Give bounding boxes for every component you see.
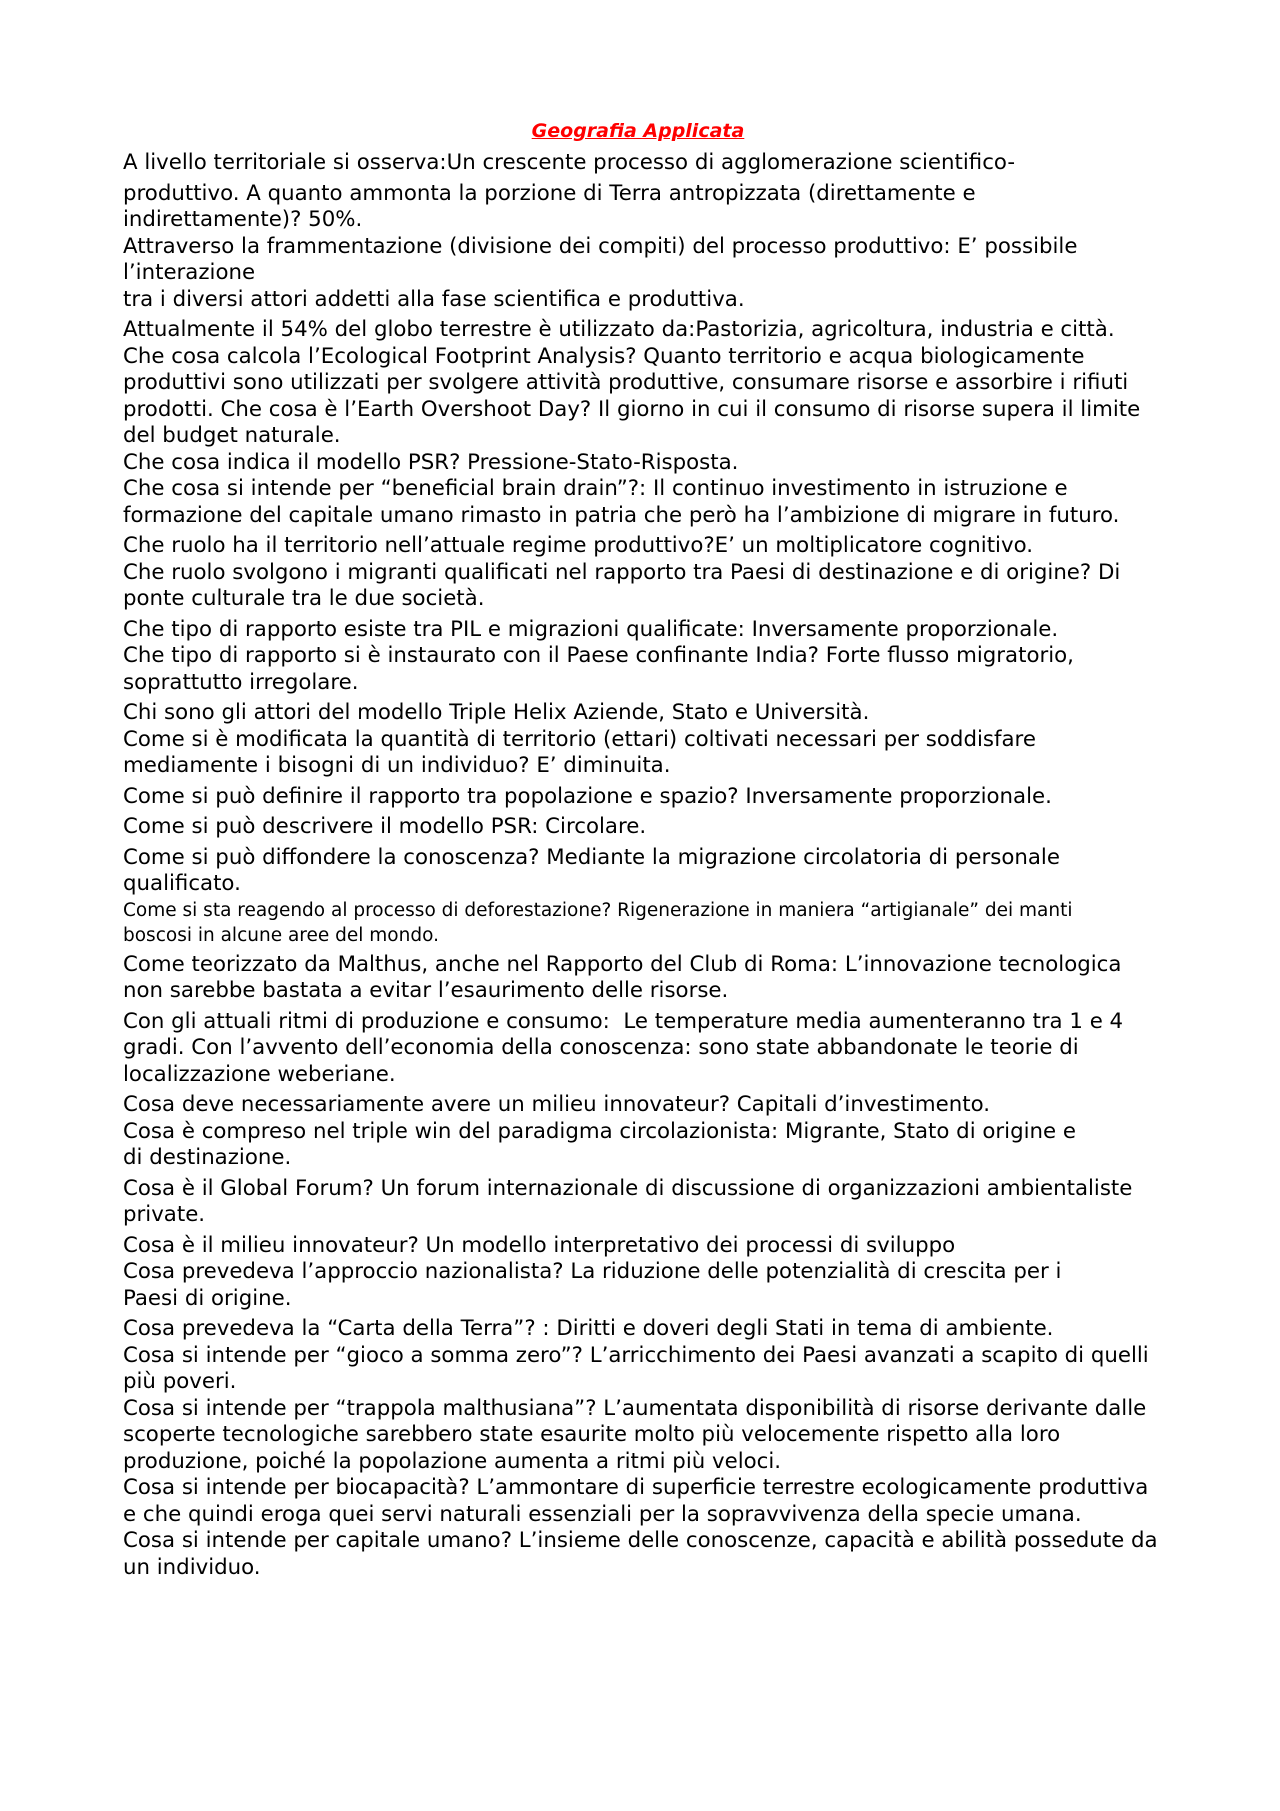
- document-page: [123, 118, 1273, 1581]
- text-line: Con gli attuali ritmi di produzione e consumo: Le temperature media aumenteranno tra 1 e 4: [123, 1008, 1124, 1034]
- text-line: Che ruolo svolgono i migranti qualificati nel rapporto tra Paesi di destinazione e di origine? Di: [123, 559, 1121, 585]
- text-line: produttivi sono utilizzati per svolgere attività produttive, consumare risorse e assorbire i rifiuti: [123, 370, 1129, 395]
- text-line: Che tipo di rapporto esiste tra PIL e migrazioni qualificate: Inversamente proporzionale.: [123, 616, 1059, 642]
- text-line: Attraverso la frammentazione (divisione dei compiti) del processo produttivo: E’ possibile: [123, 233, 1078, 259]
- text-line: Che tipo di rapporto si è instaurato con il Paese confinante India? Forte flusso migratorio,: [123, 643, 1074, 668]
- text-line: di destinazione.: [123, 1145, 292, 1170]
- text-line: Cosa si intende per capitale umano? L’insieme delle conoscenze, capacità e abilità possedute da: [123, 1528, 1158, 1553]
- text-line: Cosa prevedeva la “Carta della Terra”? : Diritti e doveri degli Stati in tema di ambiente.: [123, 1316, 1054, 1341]
- text-line: non sarebbe bastata a evitar l’esaurimento delle risorse.: [123, 978, 729, 1003]
- text-line: l’interazione: [123, 260, 256, 285]
- text-line: scoperte tecnologiche sarebbero state esaurite molto più velocemente rispetto alla loro: [123, 1422, 1061, 1447]
- text-line: produzione, poiché la popolazione aumenta a ritmi più veloci.: [123, 1448, 782, 1474]
- text-line: mediamente i bisogni di un individuo? E’ diminuita.: [123, 753, 671, 778]
- text-line: un individuo.: [123, 1554, 261, 1580]
- text-line: gradi. Con l’avvento dell’economia della conoscenza: sono state abbandonate le teorie di: [123, 1035, 1079, 1060]
- text-line: Come si può descrivere il modello PSR: Circolare.: [123, 814, 647, 839]
- text-line: indirettamente)? 50%.: [123, 207, 363, 232]
- text-line: Che ruolo ha il territorio nell’attuale regime produttivo?E’ un moltiplicatore cognitivo.: [123, 533, 1034, 558]
- text-line: Come si può diffondere la conoscenza? Mediante la migrazione circolatoria di personale: [123, 844, 1060, 870]
- text-line: formazione del capitale umano rimasto in patria che però ha l’ambizione di migrare in futuro.: [123, 502, 1120, 528]
- text-line: produttivo. A quanto ammonta la porzione di Terra antropizzata (direttamente e: [123, 180, 976, 206]
- text-line: Come si sta reagendo al processo di deforestazione? Rigenerazione in maniera “artigianale” dei manti: [123, 899, 1073, 921]
- text-line: Attualmente il 54% del globo terrestre è utilizzato da:Pastorizia, agricoltura, industria e città.: [123, 317, 1115, 342]
- text-line: Che cosa indica il modello PSR? Pressione-Stato-Risposta.: [123, 449, 739, 475]
- text-line: Cosa è il milieu innovateur? Un modello interpretativo dei processi di sviluppo: [123, 1232, 956, 1258]
- text-line: boscosi in alcune aree del mondo.: [123, 924, 439, 946]
- text-line: A livello territoriale si osserva:Un crescente processo di agglomerazione scientifico-: [123, 150, 1016, 175]
- text-line: del budget naturale.: [123, 423, 341, 448]
- text-line: e che quindi eroga quei servi naturali essenziali per la sopravvivenza della specie umana.: [123, 1501, 1082, 1527]
- text-line: qualificato.: [123, 871, 241, 896]
- document-body: [123, 150, 1273, 1581]
- text-line: Cosa è compreso nel triple win del paradigma circolazionista: Migrante, Stato di origine e: [123, 1118, 1076, 1144]
- text-line: prodotti. Che cosa è l’Earth Overshoot Day? Il giorno in cui il consumo di risorse supera il limite: [123, 396, 1141, 422]
- text-line: soprattutto irregolare.: [123, 669, 359, 695]
- text-line: Come teorizzato da Malthus, anche nel Rapporto del Club di Roma: L’innovazione tecnologica: [123, 951, 1122, 977]
- text-line: ponte culturale tra le due società.: [123, 586, 485, 611]
- text-line: Cosa si intende per “trappola malthusiana”? L’aumentata disponibilità di risorse derivante dalle: [123, 1395, 1147, 1421]
- text-line: localizzazione weberiane.: [123, 1061, 396, 1087]
- text-line: Cosa deve necessariamente avere un milieu innovateur? Capitali d’investimento.: [123, 1092, 991, 1117]
- text-line: Che cosa si intende per “beneficial brain drain”?: Il continuo investimento in istruzione e: [123, 476, 1068, 501]
- text-line: Cosa si intende per “gioco a somma zero”? L’arricchimento dei Paesi avanzati a scapito di quelli: [123, 1342, 1149, 1368]
- text-line: più poveri.: [123, 1369, 237, 1394]
- text-line: Che cosa calcola l’Ecological Footprint Analysis? Quanto territorio e acqua biologicamente: [123, 343, 1085, 369]
- text-line: Paesi di origine.: [123, 1285, 292, 1311]
- text-line: Come si è modificata la quantità di territorio (ettari) coltivati necessari per soddisfare: [123, 726, 1036, 752]
- text-line: Cosa prevedeva l’approccio nazionalista? La riduzione delle potenzialità di crescita per i: [123, 1259, 1062, 1284]
- text-line: Cosa si intende per biocapacità? L’ammontare di superficie terrestre ecologicamente produttiva: [123, 1475, 1149, 1500]
- text-line: Cosa è il Global Forum? Un forum internazionale di discussione di organizzazioni ambientaliste: [123, 1175, 1133, 1201]
- text-line: Come si può definire il rapporto tra popolazione e spazio? Inversamente proporzionale.: [123, 783, 1052, 809]
- document-title: Geografia Applicata: [531, 120, 745, 142]
- text-line: private.: [123, 1202, 206, 1227]
- text-line: tra i diversi attori addetti alla fase scientifica e produttiva.: [123, 286, 745, 312]
- text-line: Chi sono gli attori del modello Triple Helix Aziende, Stato e Università.: [123, 700, 870, 725]
